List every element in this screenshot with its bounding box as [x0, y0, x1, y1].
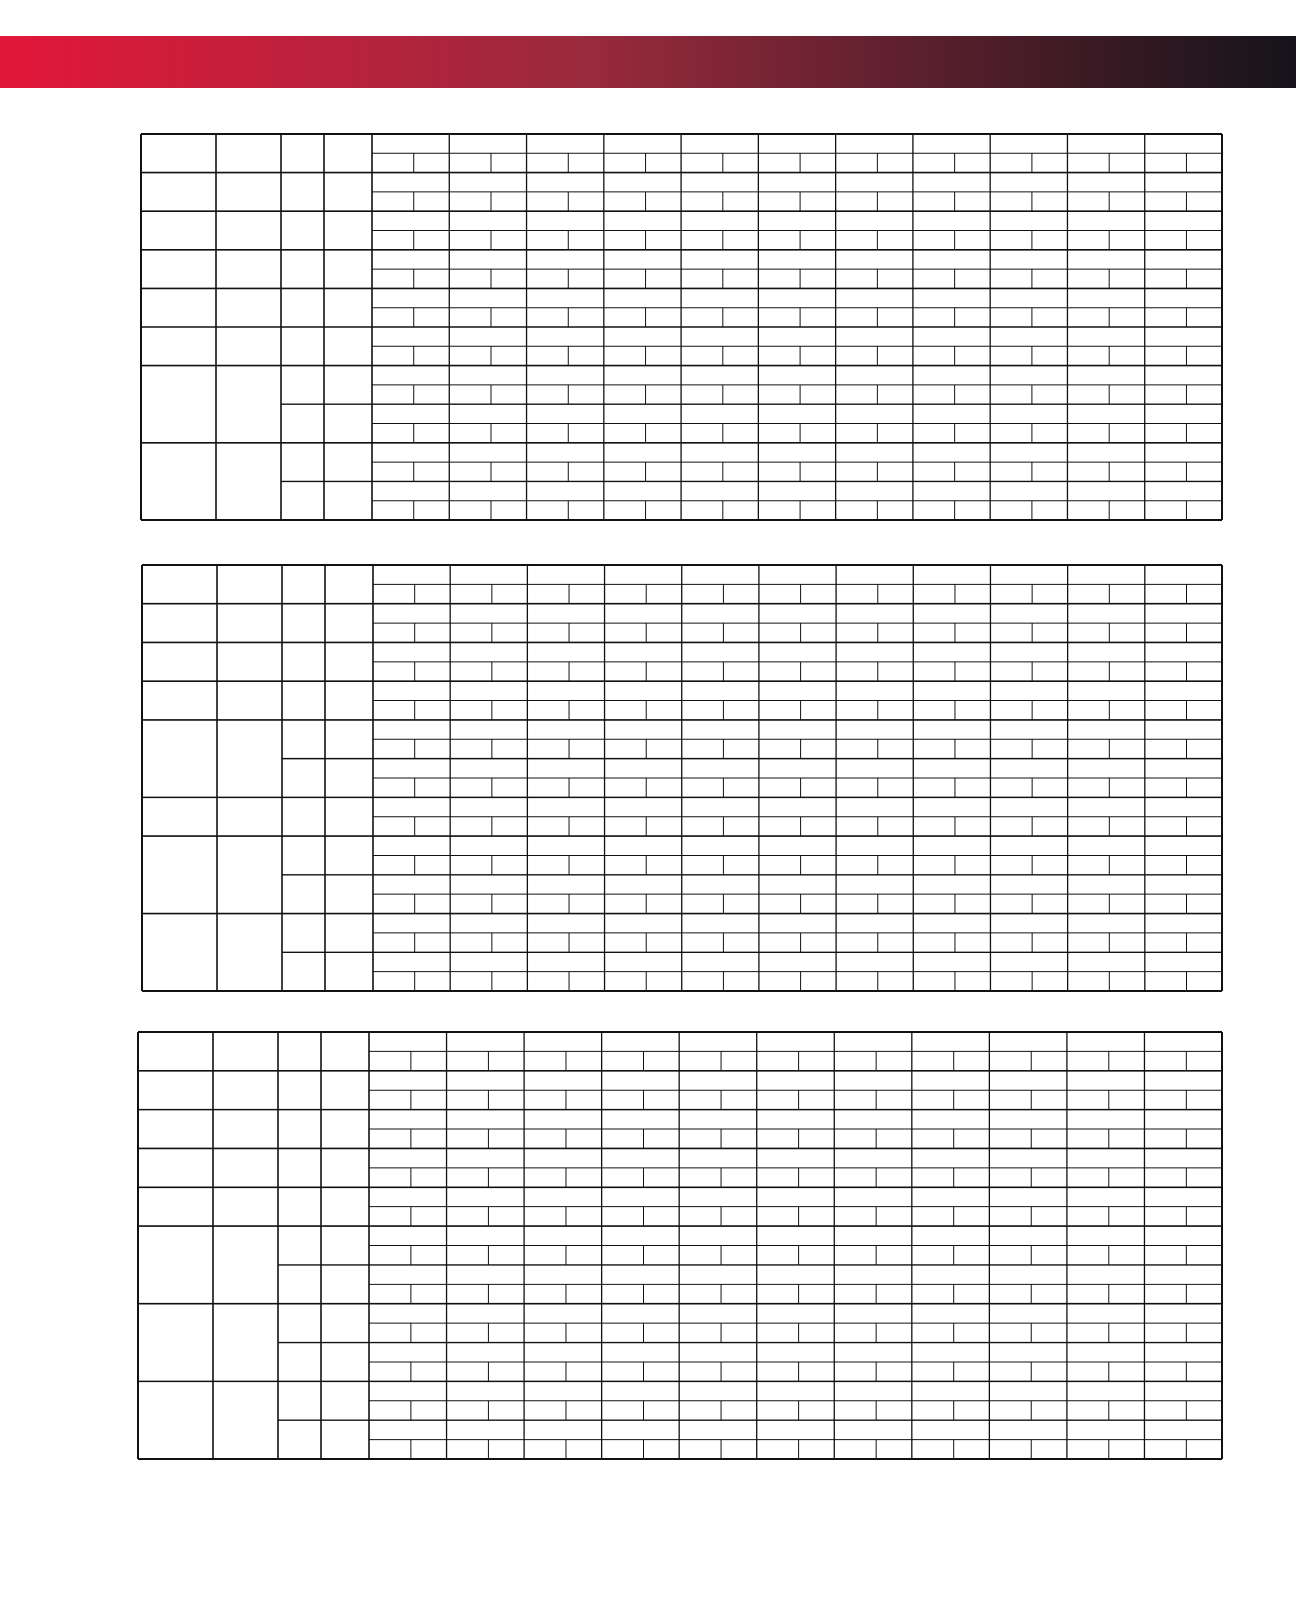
schedule-table-1: [140, 133, 1223, 521]
schedule-table-2: [141, 564, 1223, 992]
schedule-table-3: [137, 1031, 1223, 1460]
header-gradient-band: [0, 36, 1296, 88]
